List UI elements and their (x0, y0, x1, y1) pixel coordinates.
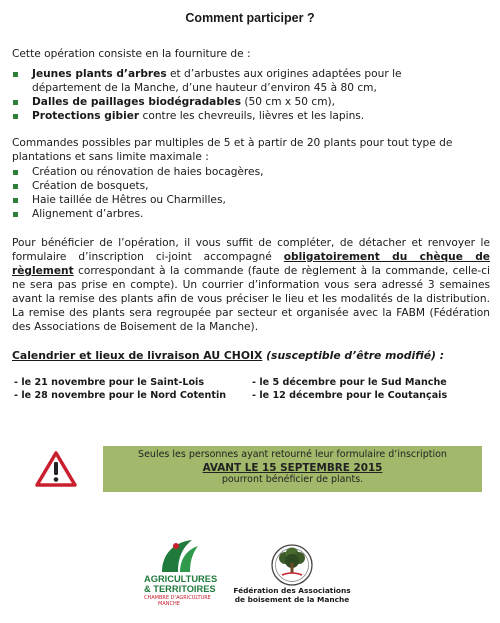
delivery-date: - le 12 décembre pour le Coutançais (252, 390, 448, 401)
list-item (12, 165, 490, 179)
notice-line-3: pourront bénéficier de plants. (221, 474, 364, 485)
bullet-icon (13, 198, 18, 203)
delivery-date: - le 28 novembre pour le Nord Cotentin (14, 390, 227, 401)
list-item (12, 95, 490, 109)
bullet-icon (13, 184, 18, 189)
bullet-icon (13, 212, 18, 217)
delivery-date: - le 5 décembre pour le Sud Manche (252, 377, 447, 388)
fabm-logo-line-2: de boisement de la Manche (234, 595, 350, 604)
list-item (12, 67, 490, 95)
chamber-logo-line-3: CHAMBRE D’AGRICULTURE (144, 595, 211, 601)
fabm-tree-icon (270, 543, 314, 587)
list-item (12, 207, 490, 221)
plantation-type: Création de bosquets, (32, 180, 149, 192)
bullet-icon (13, 114, 18, 119)
delivery-dates-left (14, 376, 226, 402)
delivery-dates-right (252, 376, 447, 402)
list-item (12, 193, 490, 207)
calendar-heading-note: (susceptible d’être modifié) : (262, 349, 445, 362)
bullet-icon (13, 100, 18, 105)
chamber-logo-line-1: AGRICULTURES (144, 574, 218, 584)
calendar-heading (12, 349, 490, 362)
procedure-part-1: Pour bénéficier de l’opération, il vous suffit de compléter, de détacher et renvoyer le formulaire d’inscription ci-joint accompagné (12, 237, 490, 263)
supply-1-label: Jeunes plants d’arbres (32, 68, 167, 80)
supply-2-text: (50 cm x 50 cm), (241, 96, 336, 108)
chamber-logo-line-4: MANCHE (158, 601, 180, 607)
intro-text: Cette opération consiste en la fourniture de : (12, 48, 251, 60)
bullet-icon (13, 170, 18, 175)
fabm-logo (230, 543, 370, 613)
supply-3-text: contre les chevreuils, lièvres et les lapins. (139, 110, 365, 122)
deadline-notice (103, 446, 482, 492)
orders-text: Commandes possibles par multiples de 5 et à partir de 20 plants pour tout type de plantations et sans limite maximale : (12, 137, 453, 163)
plantation-type: Haie taillée de Hêtres ou Charmilles, (32, 194, 226, 206)
warning-triangle-icon (35, 451, 77, 487)
procedure-emphasis: obligatoirement du chèque de règlement (12, 251, 490, 277)
notice-deadline: AVANT LE 15 SEPTEMBRE 2015 (202, 461, 383, 474)
procedure-part-2: correspondant à la commande (faute de règlement à la commande, celle-ci ne sera pas prise en compte). Un courrier d’information vous sera adressé 3 semaines avant la remise des plants afin de vous préciser le lieu et les modalités de la distribution. La remise des plants sera regroupée par secteur et organisée avec la FABM (Fédération des Associations de Boisement de la Manche). (12, 265, 490, 333)
notice-line-1: Seules les personnes ayant retourné leur formulaire d’inscription (138, 449, 447, 460)
chamber-agriculture-mark (156, 536, 204, 574)
calendar-heading-main: Calendrier et lieux de livraison AU CHOIX (12, 349, 263, 362)
list-item (12, 109, 490, 123)
supply-2-label: Dalles de paillages biodégradables (32, 96, 242, 108)
plantation-types-list (12, 165, 490, 221)
fabm-logo-line-1: Fédération des Associations (233, 586, 351, 595)
bullet-icon (13, 72, 18, 77)
delivery-date: - le 21 novembre pour le Saint-Lois (14, 377, 205, 388)
list-item (12, 179, 490, 193)
chamber-agriculture-logo (144, 536, 218, 611)
chamber-logo-line-2: & TERRITOIRES (144, 584, 216, 594)
page-title: Comment participer ? (185, 11, 315, 25)
procedure-paragraph (12, 236, 490, 334)
supplies-list (12, 67, 490, 123)
plantation-type: Création ou rénovation de haies bocagères, (32, 166, 264, 178)
supply-1-continuation: département de la Manche, d’une hauteur d’environ 45 à 80 cm, (32, 82, 377, 94)
supply-1-text: et d’arbustes aux origines adaptées pour le (166, 68, 402, 80)
supply-3-label: Protections gibier (32, 110, 140, 122)
plantation-type: Alignement d’arbres. (32, 208, 144, 220)
